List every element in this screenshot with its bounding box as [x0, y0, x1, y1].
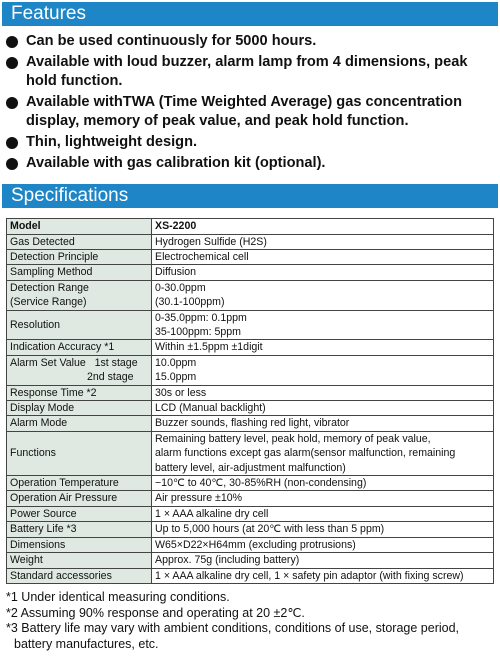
table-row [7, 310, 494, 340]
table-row [7, 401, 494, 416]
table-row [7, 265, 494, 280]
spec-value: Electrochemical cell [152, 249, 494, 264]
spec-label: Detection Principle [7, 249, 152, 264]
spec-value: LCD (Manual backlight) [152, 401, 494, 416]
features-heading: Features [2, 2, 498, 26]
spec-label: Display Mode [7, 401, 152, 416]
table-row [7, 249, 494, 264]
spec-value: Air pressure ±10% [152, 491, 494, 506]
spec-value-line: Remaining battery level, peak hold, memory of peak value, [155, 432, 431, 445]
bullet-icon [6, 57, 18, 69]
footnotes [6, 590, 500, 652]
spec-value: Diffusion [152, 265, 494, 280]
bullet-icon [6, 137, 18, 149]
feature-text: Available with loud buzzer, alarm lamp from 4 dimensions, peak hold function. [26, 53, 468, 90]
spec-label [7, 280, 152, 310]
spec-label: Resolution [7, 310, 152, 340]
table-row [7, 234, 494, 249]
specifications-heading: Specifications [2, 184, 498, 208]
spec-label: Weight [7, 553, 152, 568]
spec-label-line: (Service Range) [10, 296, 87, 309]
spec-label: Power Source [7, 506, 152, 521]
bullet-icon [6, 158, 18, 170]
spec-value-line: 0-30.0ppm [155, 281, 206, 294]
spec-value-line: (30.1-100ppm) [155, 296, 225, 309]
spec-value [152, 355, 494, 385]
table-row [7, 568, 494, 583]
spec-value: Buzzer sounds, flashing red light, vibrator [152, 416, 494, 431]
spec-label: Alarm Mode [7, 416, 152, 431]
spec-value-line: alarm functions except gas alarm(sensor malfunction, remaining [155, 447, 456, 460]
table-row [7, 537, 494, 552]
spec-value: Hydrogen Sulfide (H2S) [152, 234, 494, 249]
table-row [7, 506, 494, 521]
feature-item [0, 32, 500, 52]
spec-label: Response Time *2 [7, 385, 152, 400]
bullet-icon [6, 36, 18, 48]
footnote: *3 Battery life may vary with ambient conditions, conditions of use, storage period, battery manufactures, etc. [6, 621, 460, 651]
table-row [7, 280, 494, 310]
spec-value: Within ±1.5ppm ±1digit [152, 340, 494, 355]
table-row [7, 385, 494, 400]
feature-item [0, 53, 500, 92]
table-row [7, 491, 494, 506]
table-row [7, 431, 494, 475]
spec-label: Standard accessories [7, 568, 152, 583]
spec-value: 30s or less [152, 385, 494, 400]
spec-label: Gas Detected [7, 234, 152, 249]
spec-value-line: 35-100ppm: 5ppm [155, 326, 241, 338]
feature-item [0, 133, 500, 153]
spec-value [152, 280, 494, 310]
bullet-icon [6, 97, 18, 109]
table-row [7, 219, 494, 234]
spec-label: Operation Air Pressure [7, 491, 152, 506]
footnote: *1 Under identical measuring conditions. [6, 589, 230, 604]
spec-label: Functions [7, 431, 152, 475]
spec-value [152, 310, 494, 340]
table-row [7, 522, 494, 537]
specifications-table [6, 218, 494, 584]
spec-value: W65×D22×H64mm (excluding protrusions) [152, 537, 494, 552]
feature-item [0, 93, 500, 132]
spec-value: Up to 5,000 hours (at 20℃ with less than 5 ppm) [152, 522, 494, 537]
feature-text: Can be used continuously for 5000 hours. [26, 33, 317, 49]
spec-value-line: 10.0ppm [155, 356, 197, 369]
spec-value-line: battery level, air-adjustment malfunction) [155, 461, 346, 474]
feature-text: Available withTWA (Time Weighted Average) gas concentration display, memory of peak value, and peak hold function. [26, 93, 463, 130]
spec-value: 1 × AAA alkaline dry cell, 1 × safety pin adaptor (with fixing screw) [152, 568, 494, 583]
table-row [7, 355, 494, 385]
spec-value: XS-2200 [152, 219, 494, 234]
table-row [7, 340, 494, 355]
spec-label: Battery Life *3 [7, 522, 152, 537]
table-row [7, 416, 494, 431]
spec-label: Dimensions [7, 537, 152, 552]
spec-value: −10℃ to 40℃, 30-85%RH (non-condensing) [152, 476, 494, 491]
features-list [0, 26, 500, 173]
spec-label-line: Alarm Set Value 1st stage [10, 356, 138, 369]
spec-value-line: 15.0ppm [155, 371, 197, 384]
spec-label: Sampling Method [7, 265, 152, 280]
spec-label: Operation Temperature [7, 476, 152, 491]
feature-text: Thin, lightweight design. [26, 133, 198, 150]
table-row [7, 476, 494, 491]
spec-label-line: 2nd stage [87, 371, 134, 384]
table-row [7, 553, 494, 568]
spec-label: Indication Accuracy *1 [7, 340, 152, 355]
footnote: *2 Assuming 90% response and operating at 20 ±2℃. [6, 605, 305, 620]
feature-text: Available with gas calibration kit (optional). [26, 154, 326, 171]
spec-label-line: Detection Range [10, 281, 89, 294]
spec-value: 1 × AAA alkaline dry cell [152, 506, 494, 521]
spec-value-line: 0-35.0ppm: 0.1ppm [155, 311, 247, 324]
spec-label [7, 355, 152, 385]
feature-item [0, 154, 500, 174]
spec-value [152, 431, 494, 475]
spec-label: Model [7, 219, 152, 234]
spec-value: Approx. 75g (including battery) [152, 553, 494, 568]
